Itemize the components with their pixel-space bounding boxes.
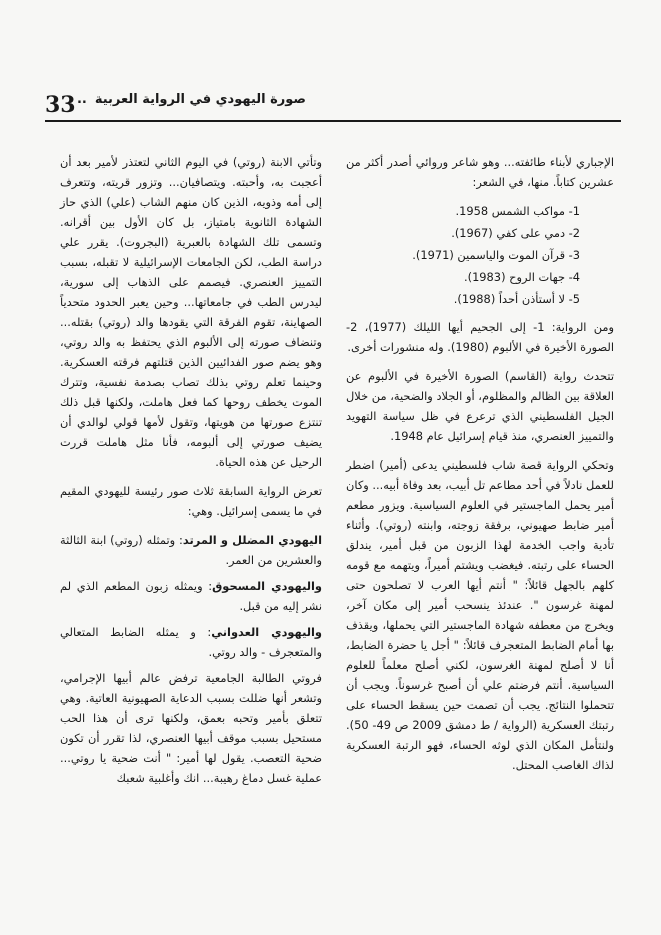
running-title xyxy=(76,92,306,107)
theme-paragraph: تتحدث رواية (القاسم) الصورة الأخيرة في الألبوم عن العلاقة بين الظالم والمظلوم، أو الجلاد والضحية، من خلال الجيل الفلسطيني الذي ترعرع في ظل سياسة التهويد والتمييز العنصري، منذ قيام إسرائيل عام 1948. xyxy=(346,369,614,443)
poetry-item: 5- لا أستأذن أحداً (1988). xyxy=(453,292,580,306)
type-term: واليهودي العدواني xyxy=(211,625,322,639)
page-number: 33 xyxy=(45,92,76,118)
type-definition xyxy=(60,530,322,570)
type-description: : و يمثله الضابط المتعالي والمتعجرف - والد روتي. xyxy=(60,625,322,659)
left-column xyxy=(60,152,322,797)
images-intro-paragraph: تعرض الرواية السابقة ثلاث صور رئيسة لليهودي المقيم في ما يسمى إسرائيل. وهي: xyxy=(60,484,322,518)
title-separator: .. xyxy=(76,92,87,107)
header-rule xyxy=(45,120,621,122)
type-definition xyxy=(60,622,322,662)
poetry-item: 2- دمي على كفي (1967). xyxy=(451,226,580,240)
author-intro-paragraph: الإجباري لأبناء طائفته... وهو شاعر وروائي أصدر أكثر من عشرين كتاباً. منها، في الشعر: xyxy=(346,155,614,189)
poetry-item: 4- جهات الروح (1983). xyxy=(463,270,580,284)
type-description: : ويمثله زبون المطعم الذي لم نشر إليه من قبل. xyxy=(60,579,322,613)
book-title: صورة اليهودي في الرواية العربية xyxy=(94,92,306,107)
right-column xyxy=(346,152,614,784)
story-paragraph: وتحكي الرواية قصة شاب فلسطيني يدعى (أمير) اضطر للعمل نادلاً في أحد مطاعم تل أبيب، بعد وفاة أبيه... وكان أمير يحمل الماجستير في العلوم السياسية. ويزور مطعم أمير ضابط صهيوني، برفقة زوجته، وابنته (روتي). وأثناء تأدية واجب الخدمة لهذا الزبون من قبل أمير، يندلق الحساء على رتبته. فيغضب ويشتم أميراً، ويتهمه مع قومه كلهم بالجهل قائلاً: " أنتم أيها العرب لا تصلحون حتى لمهنة غرسون ". عندئذ ينسحب أمير إلى مكان آخر، ويخرج من معطفه شهادة الماجستير التي يحملها، ويقذف بها أمام الضابط المتعجرف قائلاً: " أجل يا حضرة الضابط، أنا لا أصلح لمهنة الغرسون، لكني أصلح معلماً للعلوم السياسية. أنتم فرضتم علي أن أصبح غرسوناً. ويجب أن تتحملوا النتائج. يجب أن تصمت حين يسقط الحساء على رتبتك العسكرية (الرواية / ط دمشق 2009 ص 49- 50). ولنتأمل المكان الذي لوثه الحساء، فهو الرتبة العسكرية لذاك الغاصب المحتل. xyxy=(346,458,615,772)
poetry-item: 1- مواكب الشمس 1958. xyxy=(455,204,580,218)
poetry-item: 3- قرآن الموت والياسمين (1971). xyxy=(412,248,580,262)
type-description: : وتمثله (روتي) ابنة الثالثة والعشرين من العمر. xyxy=(60,533,322,567)
novels-paragraph: ومن الرواية: 1- إلى الجحيم أيها الليلك (1977)، 2- الصورة الأخيرة في الألبوم (1980). وله منشورات أخرى. xyxy=(346,320,614,354)
type-term: اليهودي المضلل و المرتد xyxy=(182,533,322,547)
closing-paragraph: فروتي الطالبة الجامعية ترفض عالم أبيها الإجرامي، وتشعر أنها ضللت بسبب الدعاية الصهيونية العاتية. وهي تتعلق بأمير وتحبه بعمق، ولكنها ترى أن هذا الحب مستحيل بسبب موقف أبيها العنصري، لذا تقرر أن تكون ضحية التعصب. يقول لها أمير: " أنت ضحية يا روتي... عملية غسل دماغ رهيبة... انك وأغلبية شعبك xyxy=(60,671,322,785)
poetry-list xyxy=(346,201,614,309)
type-term: واليهودي المسحوق xyxy=(212,579,322,593)
daughter-paragraph: وتأتي الابنة (روتي) في اليوم الثاني لتعتذر لأمير بعد أن أعجبت به، وأحبته. ويتصافيان... وتزور قريته، وتتعرف إلى أمه وذويه، الذين كان منهم الشاب (علي) الذي حاز الشهادة الثانوية بامتياز، بل كان الأول بين أقرانه. وتسمى تلك الشهادة بالعبرية (البجروت). يقرر علي دراسة الطب، لكن الجامعات الإسرائيلية لا تقبله، بسبب التمييز العنصري. فيصمم على الذهاب إلى سورية، ليدرس الطب في جامعاتها... وحين يعبر الحدود متحدياً الصهاينة، تقوم الفرقة التي يقودها والد (روتي) بقتله... وتنضاف صورته إلى الألبوم الذي يحتفظ به والد روتي، وهو يضم صور الفدائيين الذين قتلتهم فرقته العسكرية. وحينما تعلم روتي بذلك تصاب بصدمة نفسية، وتترك الموت يخطف روحها كما فعل هاملت، ولكنها قبل ذلك تنتزع صورتها من هويتها، وتقول لأمها قولي لوالدي أن يضيف صورتي إلى ألبومه، فأنا مثل هاملت قررت الرحيل عن هذه الحياة. xyxy=(60,155,322,469)
type-definition xyxy=(60,576,322,616)
